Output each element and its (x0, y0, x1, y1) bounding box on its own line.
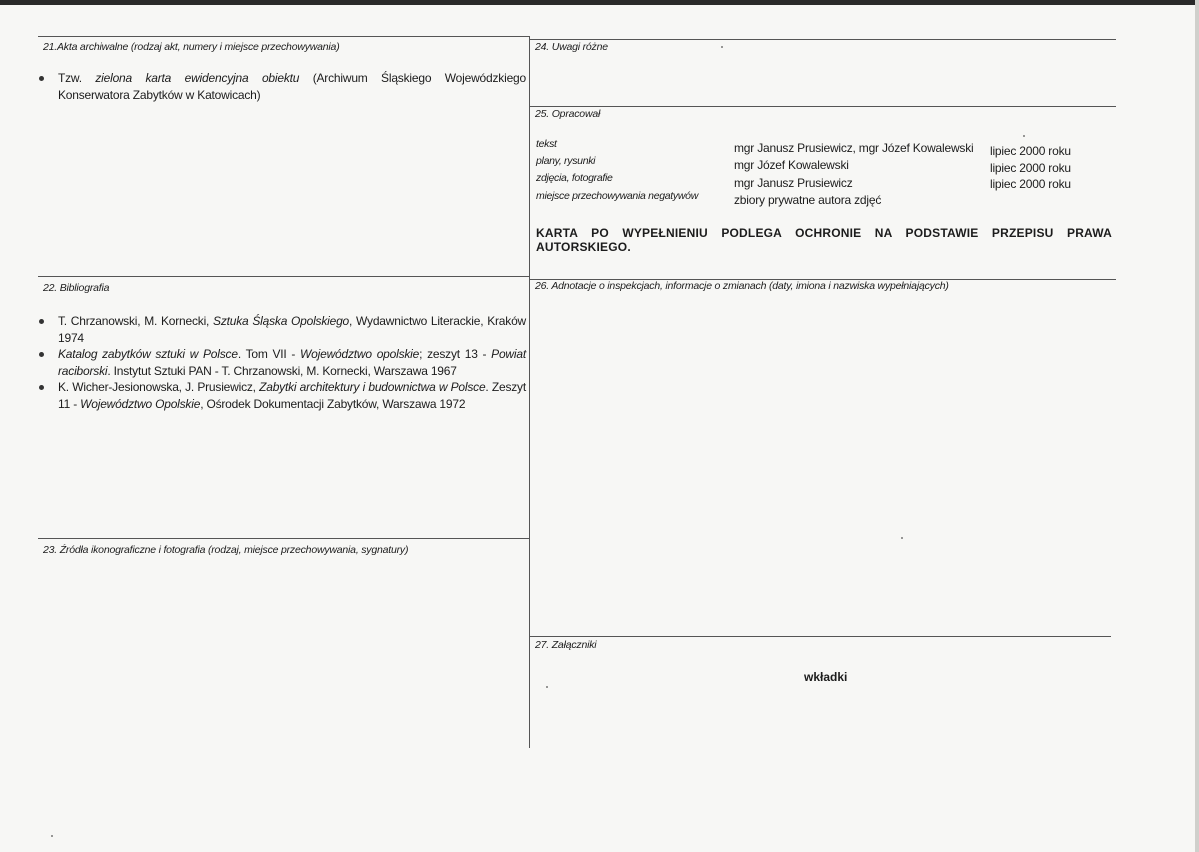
list-item: K. Wicher-Jesionowska, J. Prusiewicz, Zabytki architektury i budownictwa w Polsce. Zeszyt 11 - Województwo Opolskie, Ośrodek Dokumentacji Zabytków, Warszawa 1972 (36, 379, 526, 412)
bullet-icon (39, 352, 44, 357)
section-21-title: 21.Akta archiwalne (rodzaj akt, numery i miejsce przechowywania) (43, 41, 340, 53)
section-25-title: 25. Opracował (535, 108, 601, 120)
section-22-title: 22. Bibliografia (43, 282, 110, 294)
rule-22-23 (38, 538, 529, 539)
credit-label-negatives: miejsce przechowywania negatywów (536, 190, 698, 202)
copyright-notice: KARTA PO WYPEŁNIENIU PODLEGA OCHRONIE NA PODSTAWIE PRZEPISU PRAWA AUTORSKIEGO. (536, 226, 1112, 254)
section-21-list (36, 70, 526, 103)
rule-top-right (529, 39, 1116, 40)
rule-21-22 (38, 276, 529, 277)
credit-person-photos: mgr Janusz Prusiewicz (734, 176, 853, 190)
bullet-icon (39, 385, 44, 390)
credit-person-text: mgr Janusz Prusiewicz, mgr Józef Kowalewski (734, 141, 974, 155)
section-24-title: 24. Uwagi różne (535, 41, 608, 53)
credit-date-text: lipiec 2000 roku (990, 144, 1071, 158)
scan-speck (901, 537, 903, 539)
scan-speck (1023, 135, 1025, 137)
section-27-title: 27. Załączniki (535, 639, 597, 651)
rule-24-25 (529, 106, 1116, 107)
attachments-value: wkładki (804, 670, 848, 684)
rule-26-27 (529, 636, 1111, 637)
bullet-icon (39, 76, 44, 81)
bullet-icon (39, 319, 44, 324)
credit-label-text: tekst (536, 138, 557, 150)
section-23-title: 23. Źródła ikonograficzne i fotografia (rodzaj, miejsce przechowywania, sygnatury) (43, 544, 409, 556)
credit-date-photos: lipiec 2000 roku (990, 177, 1071, 191)
scan-speck (721, 46, 723, 48)
credit-label-photos: zdjęcia, fotografie (536, 172, 613, 184)
credit-person-negatives: zbiory prywatne autora zdjęć (734, 193, 882, 207)
scan-edge-top (0, 0, 1199, 5)
scan-speck (546, 686, 548, 688)
section-22-list (36, 313, 526, 412)
rule-top-left (38, 36, 529, 37)
credit-date-drawings: lipiec 2000 roku (990, 161, 1071, 175)
credit-person-drawings: mgr Józef Kowalewski (734, 158, 849, 172)
list-item: T. Chrzanowski, M. Kornecki, Sztuka Śląska Opolskiego, Wydawnictwo Literackie, Kraków 1974 (36, 313, 526, 346)
scan-speck (51, 835, 53, 837)
credit-label-drawings: plany, rysunki (536, 155, 596, 167)
column-divider (529, 36, 530, 748)
section-26-title: 26. Adnotacje o inspekcjach, informacje o zmianach (daty, imiona i nazwiska wypełniających) (535, 280, 949, 292)
list-item: Tzw. zielona karta ewidencyjna obiektu (Archiwum Śląskiego Wojewódzkiego Konserwatora Zabytków w Katowicach) (36, 70, 526, 103)
scan-edge-right (1195, 0, 1199, 852)
list-item: Katalog zabytków sztuki w Polsce. Tom VII - Województwo opolskie; zeszyt 13 - Powiat raciborski. Instytut Sztuki PAN - T. Chrzanowski, M. Kornecki, Warszawa 1967 (36, 346, 526, 379)
